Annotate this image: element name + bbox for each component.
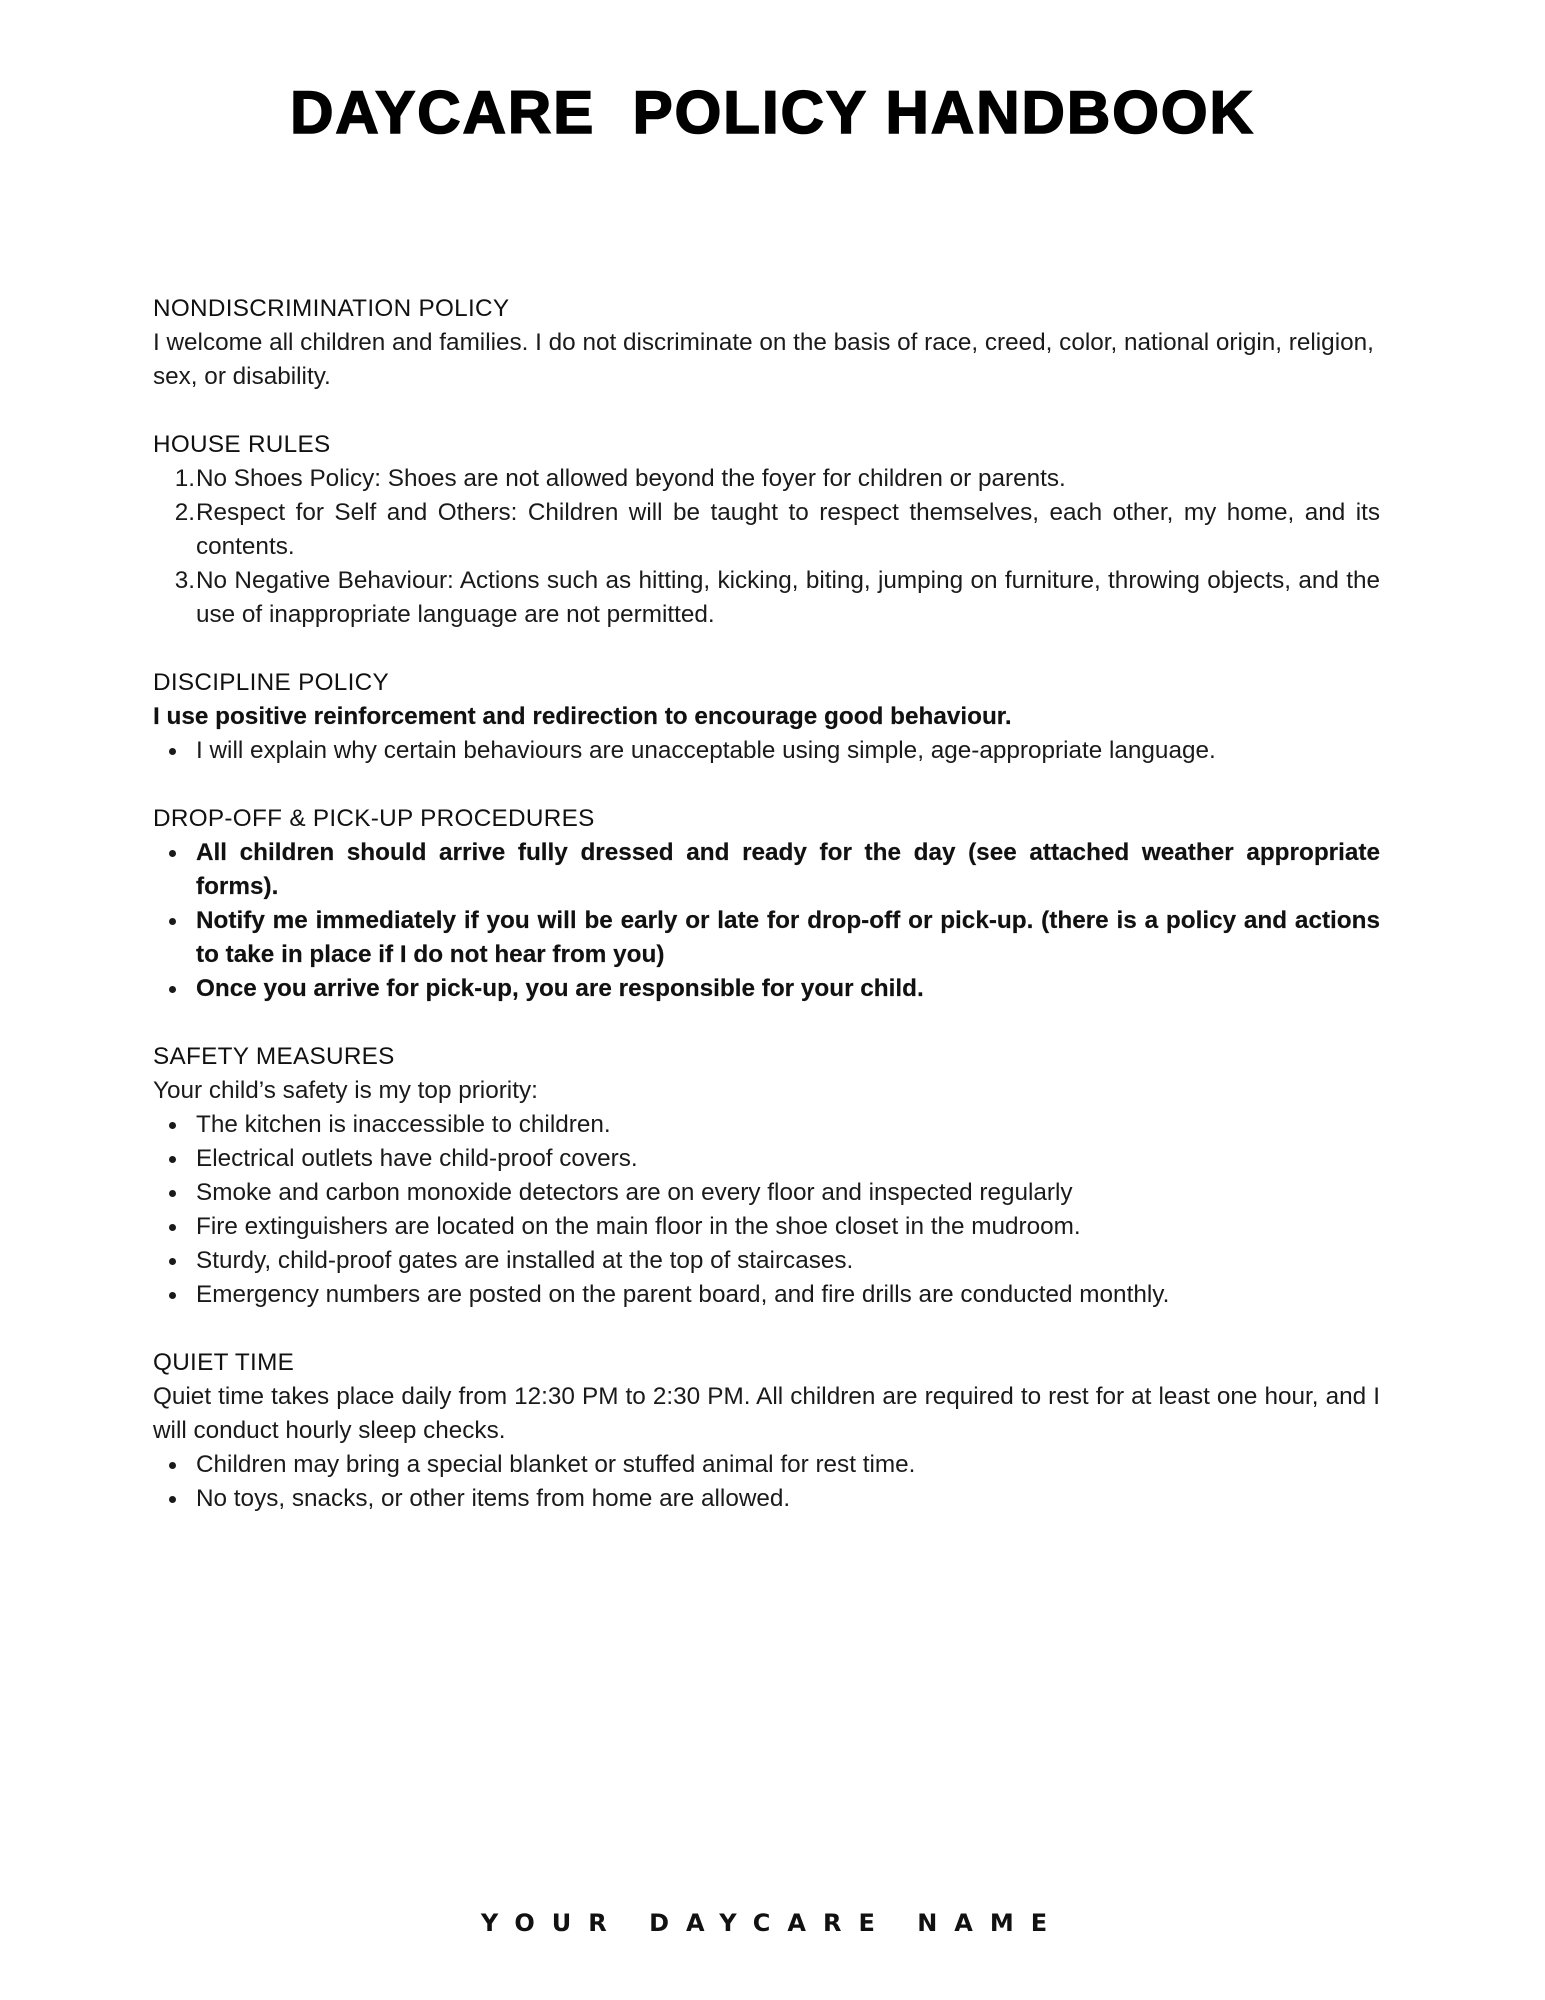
list-item-text: No Negative Behaviour: Actions such as hitting, kicking, biting, jumping on furniture, throwing objects, and the use of inappropriate language are not permitted. xyxy=(196,567,1380,628)
section-heading: HOUSE RULES xyxy=(153,431,331,458)
section-intro: Your child’s safety is my top priority: xyxy=(153,1077,538,1104)
bullet-icon xyxy=(169,1156,176,1163)
list-item xyxy=(153,836,1380,904)
list-item-text: All children should arrive fully dressed and ready for the day (see attached weather appropriate forms). xyxy=(196,839,1380,900)
list-item-text: Fire extinguishers are located on the main floor in the shoe closet in the mudroom. xyxy=(196,1213,1081,1240)
bullet-icon xyxy=(169,986,176,993)
bullet-icon xyxy=(169,1224,176,1231)
section-heading: DROP-OFF & PICK-UP PROCEDURES xyxy=(153,805,595,832)
quiet-time-section xyxy=(153,1346,1380,1516)
list-number: 1. xyxy=(174,465,195,492)
section-intro: I use positive reinforcement and redirection to encourage good behaviour. xyxy=(153,703,1012,730)
list-item xyxy=(153,462,1380,496)
list-item xyxy=(153,1482,1380,1516)
daycare-name-footer: YOUR DAYCARE NAME xyxy=(480,1909,1065,1937)
list-item xyxy=(153,1176,1380,1210)
bullet-icon xyxy=(169,1292,176,1299)
list-item-text: No toys, snacks, or other items from home are allowed. xyxy=(196,1485,791,1512)
list-item xyxy=(153,904,1380,972)
quiet-time-list xyxy=(153,1448,1380,1516)
bullet-icon xyxy=(169,1190,176,1197)
bullet-icon xyxy=(169,918,176,925)
list-item-text: Emergency numbers are posted on the parent board, and fire drills are conducted monthly. xyxy=(196,1281,1170,1308)
list-item xyxy=(153,1142,1380,1176)
discipline-section xyxy=(153,666,1380,768)
policy-content xyxy=(153,292,1380,1550)
list-item xyxy=(153,1448,1380,1482)
list-number: 3. xyxy=(174,567,195,594)
list-number: 2. xyxy=(174,499,195,526)
list-item-text: Smoke and carbon monoxide detectors are on every floor and inspected regularly xyxy=(196,1179,1073,1206)
list-item xyxy=(153,1244,1380,1278)
list-item xyxy=(153,1108,1380,1142)
house-rules-section xyxy=(153,428,1380,632)
discipline-list xyxy=(153,734,1380,768)
page-title: DAYCARE POLICY HANDBOOK xyxy=(290,79,1255,146)
list-item-text: No Shoes Policy: Shoes are not allowed beyond the foyer for children or parents. xyxy=(196,465,1066,492)
safety-section xyxy=(153,1040,1380,1312)
section-heading: SAFETY MEASURES xyxy=(153,1043,395,1070)
list-item xyxy=(153,734,1380,768)
list-item-text: I will explain why certain behaviours are unacceptable using simple, age-appropriate language. xyxy=(196,737,1216,764)
list-item-text: The kitchen is inaccessible to children. xyxy=(196,1111,611,1138)
list-item-text: Notify me immediately if you will be early or late for drop-off or pick-up. (there is a policy and actions to take in place if I do not hear from you) xyxy=(196,907,1380,968)
house-rules-list xyxy=(153,462,1380,632)
list-item-text: Electrical outlets have child-proof covers. xyxy=(196,1145,638,1172)
list-item-text: Once you arrive for pick-up, you are responsible for your child. xyxy=(196,975,924,1002)
list-item-text: Sturdy, child-proof gates are installed at the top of staircases. xyxy=(196,1247,854,1274)
section-heading: QUIET TIME xyxy=(153,1349,295,1376)
list-item xyxy=(153,972,1380,1006)
list-item-text: Children may bring a special blanket or stuffed animal for rest time. xyxy=(196,1451,916,1478)
safety-list xyxy=(153,1108,1380,1312)
bullet-icon xyxy=(169,1258,176,1265)
bullet-icon xyxy=(169,850,176,857)
bullet-icon xyxy=(169,1122,176,1129)
list-item xyxy=(153,1278,1380,1312)
dropoff-pickup-section xyxy=(153,802,1380,1006)
nondiscrimination-section xyxy=(153,292,1380,394)
list-item-text: Respect for Self and Others: Children will be taught to respect themselves, each other, my home, and its contents. xyxy=(196,499,1380,560)
list-item xyxy=(153,1210,1380,1244)
section-paragraph: I welcome all children and families. I do not discriminate on the basis of race, creed, color, national origin, religion, sex, or disability. xyxy=(153,329,1374,390)
list-item xyxy=(153,496,1380,564)
dropoff-list xyxy=(153,836,1380,1006)
section-heading: DISCIPLINE POLICY xyxy=(153,669,389,696)
bullet-icon xyxy=(169,748,176,755)
section-intro: Quiet time takes place daily from 12:30 PM to 2:30 PM. All children are required to rest for at least one hour, and I will conduct hourly sleep checks. xyxy=(153,1383,1380,1444)
section-heading: NONDISCRIMINATION POLICY xyxy=(153,295,510,322)
list-item xyxy=(153,564,1380,632)
bullet-icon xyxy=(169,1462,176,1469)
bullet-icon xyxy=(169,1496,176,1503)
